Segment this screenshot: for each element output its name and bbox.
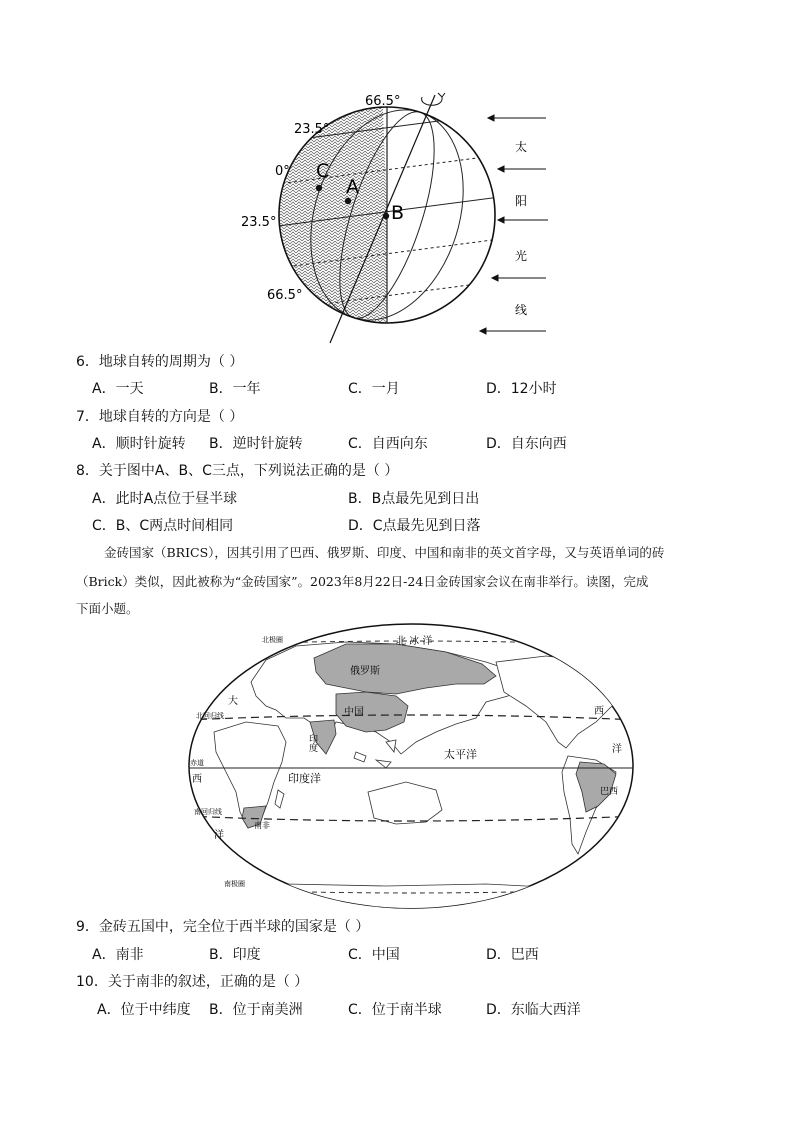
question-9-option-c[interactable]: C．中国 xyxy=(348,947,400,963)
question-10-option-a[interactable]: A．位于中纬度 xyxy=(97,1002,191,1018)
lat-label-5: 66.5° xyxy=(267,288,303,303)
question-7-option-b[interactable]: B．逆时针旋转 xyxy=(209,436,303,452)
passage-line-2: （Brick）类似，因此被称为“金砖国家”。2023年8月22日-24日金砖国家会议在南非举行。读图，完成 xyxy=(76,574,649,589)
question-10-stem: 10．关于南非的叙述，正确的是（ ） xyxy=(76,974,309,990)
point-c-dot xyxy=(316,185,322,191)
map-label-north-polar: 北极圈 xyxy=(262,636,283,644)
point-label-c: C xyxy=(316,160,330,182)
lat-label-2: 23.5° xyxy=(294,122,330,137)
map-label-arctic-ocean: 北 冰 洋 xyxy=(396,636,433,647)
map-label-atlantic-left-2: 西 xyxy=(192,774,202,785)
question-9-option-b[interactable]: B．印度 xyxy=(209,947,261,963)
question-9-option-a[interactable]: A．南非 xyxy=(92,947,144,963)
point-label-b: B xyxy=(391,202,405,224)
map-label-brazil: 巴西 xyxy=(600,787,619,797)
question-8-option-a[interactable]: A．此时A点位于昼半球 xyxy=(92,491,238,507)
question-8-option-d[interactable]: D．C点最先见到日落 xyxy=(348,518,481,534)
point-a-dot xyxy=(345,198,351,204)
question-8-stem: 8．关于图中A、B、C三点，下列说法正确的是（ ） xyxy=(76,463,399,479)
question-6-option-a[interactable]: A．一天 xyxy=(92,381,144,397)
sun-char-2: 阳 xyxy=(515,194,528,208)
point-b-dot xyxy=(383,213,389,219)
question-7-option-d[interactable]: D．自东向西 xyxy=(486,436,567,452)
passage-line-1: 金砖国家（BRICS），因其引用了巴西、俄罗斯、印度、中国和南非的英文首字母，又与英语单词的砖 xyxy=(104,545,665,560)
question-8-option-c[interactable]: C．B、C两点时间相同 xyxy=(92,518,234,534)
lat-label-1: 66.5° xyxy=(365,94,401,109)
map-label-atlantic-left-3: 洋 xyxy=(214,830,224,841)
question-10-option-c[interactable]: C．位于南半球 xyxy=(348,1002,442,1018)
lat-label-3: 0° xyxy=(275,164,290,179)
question-6-option-c[interactable]: C．一月 xyxy=(348,381,400,397)
map-label-pacific: 太平洋 xyxy=(444,748,477,761)
map-label-atlantic-right-2: 洋 xyxy=(612,744,622,755)
sun-char-4: 线 xyxy=(515,303,528,317)
sun-char-1: 太 xyxy=(515,140,528,154)
question-7-option-c[interactable]: C．自西向东 xyxy=(348,436,428,452)
map-label-equator: 赤道 xyxy=(190,759,204,767)
map-label-south-tropic: 南回归线 xyxy=(194,808,222,816)
question-10-option-d[interactable]: D．东临大西洋 xyxy=(486,1002,581,1018)
map-label-indian-ocean: 印度洋 xyxy=(288,772,321,785)
map-label-north-tropic: 北回归线 xyxy=(196,712,224,720)
point-label-a: A xyxy=(346,176,359,198)
map-label-south-africa: 南非 xyxy=(254,821,270,830)
question-6-option-b[interactable]: B．一年 xyxy=(209,381,261,397)
question-6-option-d[interactable]: D．12小时 xyxy=(486,381,557,397)
question-8-option-b[interactable]: B．B点最先见到日出 xyxy=(348,491,480,507)
question-9-option-d[interactable]: D．巴西 xyxy=(486,947,539,963)
question-9-stem: 9．金砖五国中，完全位于西半球的国家是（ ） xyxy=(76,919,370,935)
question-7-stem: 7．地球自转的方向是（ ） xyxy=(76,409,244,425)
passage-line-3: 下面小题。 xyxy=(76,601,139,616)
world-map xyxy=(186,622,638,912)
map-label-russia: 俄罗斯 xyxy=(350,666,380,677)
sun-char-3: 光 xyxy=(515,249,528,263)
map-label-atlantic-left-1: 大 xyxy=(228,696,238,707)
question-10-option-b[interactable]: B．位于南美洲 xyxy=(209,1002,303,1018)
map-label-china: 中国 xyxy=(344,707,364,718)
question-6-stem: 6．地球自转的周期为（ ） xyxy=(76,354,244,370)
map-label-india: 印度 xyxy=(307,734,317,752)
map-label-atlantic-right-1: 西 xyxy=(594,706,604,717)
lat-label-4: 23.5° xyxy=(241,215,277,230)
globe-figure xyxy=(230,85,560,350)
map-label-south-polar: 南极圈 xyxy=(224,880,245,888)
question-7-option-a[interactable]: A．顺时针旋转 xyxy=(92,436,186,452)
